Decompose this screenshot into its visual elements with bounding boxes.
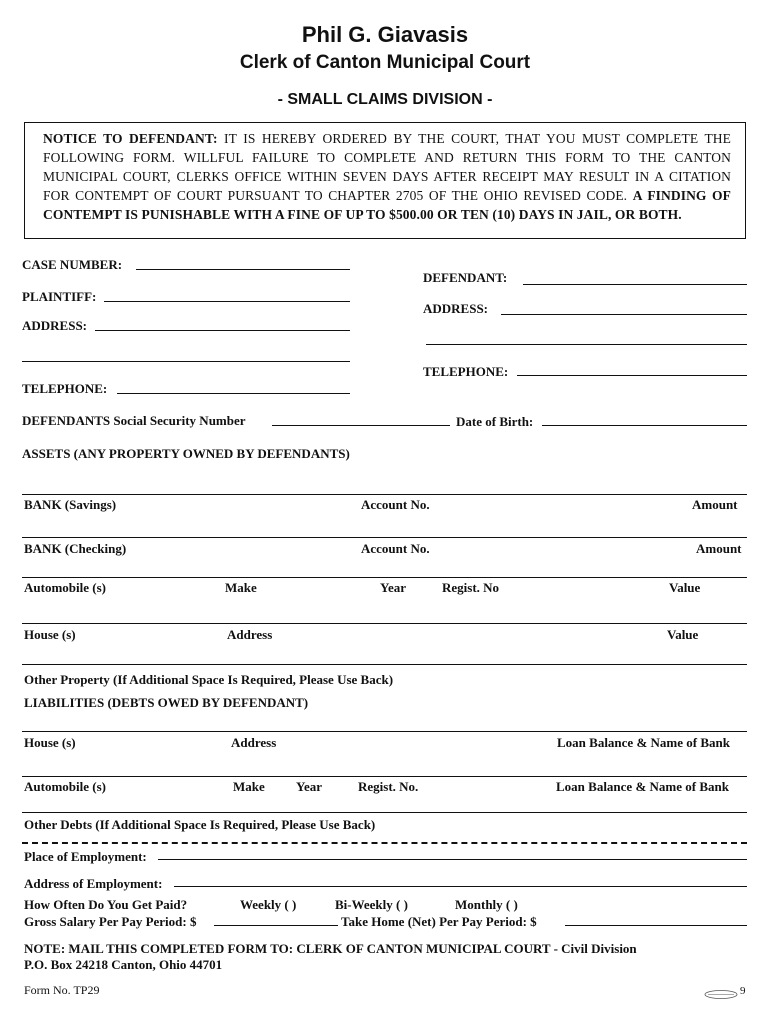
notice-penalty: A FINDING OF CONTEMPT IS PUNISHABLE WITH A FINE OF UP TO $500.00 OR TEN (10) DAYS IN JAIL, OR BOTH. xyxy=(43,188,731,222)
plaintiff-address-label: ADDRESS: xyxy=(22,318,88,333)
office-title: Clerk of Canton Municipal Court xyxy=(239,52,531,73)
asset-make-label: Make xyxy=(225,580,257,595)
notice-box xyxy=(24,122,746,239)
checking-amount-label: Amount xyxy=(696,541,742,556)
case-number-field[interactable] xyxy=(136,269,350,270)
dob-field[interactable] xyxy=(542,425,747,426)
divider xyxy=(22,731,747,732)
dashed-divider xyxy=(22,842,747,844)
form-number: Form No. TP29 xyxy=(24,983,100,997)
ssn-label: DEFENDANTS Social Security Number xyxy=(22,413,246,428)
pay-frequency-label: How Often Do You Get Paid? xyxy=(24,897,188,912)
liability-house-label: House (s) xyxy=(24,735,76,750)
monthly-option[interactable]: Monthly ( ) xyxy=(455,897,518,912)
ssn-field[interactable] xyxy=(272,425,450,426)
plaintiff-label: PLAINTIFF: xyxy=(22,289,97,304)
gross-salary-label: Gross Salary Per Pay Period: $ xyxy=(24,914,197,929)
plaintiff-address-field[interactable] xyxy=(95,330,350,331)
plaintiff-address-field-2[interactable] xyxy=(22,361,350,362)
printer-seal-icon xyxy=(704,986,738,995)
other-debts-label: Other Debts (If Additional Space Is Required, Please Use Back) xyxy=(24,817,376,832)
net-pay-field[interactable] xyxy=(565,925,747,926)
checking-account-label: Account No. xyxy=(361,541,430,556)
division-title: - SMALL CLAIMS DIVISION - xyxy=(277,91,493,108)
liabilities-heading: LIABILITIES (DEBTS OWED BY DEFENDANT) xyxy=(24,695,309,710)
liability-automobile-label: Automobile (s) xyxy=(24,779,106,794)
asset-regist-label: Regist. No xyxy=(442,580,500,595)
savings-amount-label: Amount xyxy=(692,497,738,512)
savings-account-label: Account No. xyxy=(361,497,430,512)
defendant-address-field-2[interactable] xyxy=(426,344,747,345)
asset-house-value-label: Value xyxy=(667,627,699,642)
biweekly-option[interactable]: Bi-Weekly ( ) xyxy=(335,897,408,912)
liability-address-label: Address xyxy=(231,735,277,750)
defendant-address-field[interactable] xyxy=(501,314,747,315)
defendant-telephone-field[interactable] xyxy=(517,375,747,376)
other-property-label: Other Property (If Additional Space Is Required, Please Use Back) xyxy=(24,672,394,687)
divider xyxy=(22,537,747,538)
defendant-label: DEFENDANT: xyxy=(423,270,508,285)
defendant-address-label: ADDRESS: xyxy=(423,301,489,316)
assets-heading: ASSETS (ANY PROPERTY OWNED BY DEFENDANTS) xyxy=(22,446,350,461)
asset-address-label: Address xyxy=(227,627,273,642)
employment-place-field[interactable] xyxy=(158,859,747,860)
asset-automobile-label: Automobile (s) xyxy=(24,580,106,595)
notice-body: IT IS HEREBY ORDERED BY THE COURT, THAT YOU MUST COMPLETE THE FOLLOWING FORM. WILLFUL FAILURE TO COMPLETE AND RETURN THIS FORM TO THE CANTON MUNICIPAL COURT, CLERKS OFFICE WITHIN SEVEN DAYS AFTER RECEIPT MAY RESULT IN A CITATION FOR CONTEMPT OF COURT PURSUANT TO CHAPTER 2705 OF THE OHIO REVISED CODE. xyxy=(43,131,731,203)
page-mark: 9 xyxy=(740,985,746,997)
divider xyxy=(22,664,747,665)
asset-value-label: Value xyxy=(669,580,701,595)
gross-salary-field[interactable] xyxy=(214,925,338,926)
asset-house-label: House (s) xyxy=(24,627,76,642)
plaintiff-telephone-field[interactable] xyxy=(117,393,350,394)
plaintiff-telephone-label: TELEPHONE: xyxy=(22,381,108,396)
case-number-label: CASE NUMBER: xyxy=(22,257,123,272)
bank-checking-label: BANK (Checking) xyxy=(24,541,127,556)
clerk-name: Phil G. Giavasis xyxy=(301,22,469,47)
mail-note: NOTE: MAIL THIS COMPLETED FORM TO: CLERK OF CANTON MUNICIPAL COURT - Civil Division xyxy=(24,941,637,956)
liability-house-loan-label: Loan Balance & Name of Bank xyxy=(557,735,730,750)
net-pay-label: Take Home (Net) Per Pay Period: $ xyxy=(341,914,537,929)
asset-year-label: Year xyxy=(380,580,406,595)
plaintiff-field[interactable] xyxy=(104,301,350,302)
liability-year-label: Year xyxy=(296,779,322,794)
weekly-option[interactable]: Weekly ( ) xyxy=(240,897,297,912)
employment-address-field[interactable] xyxy=(174,886,747,887)
defendant-field[interactable] xyxy=(523,284,747,285)
divider xyxy=(22,812,747,813)
divider xyxy=(22,776,747,777)
divider xyxy=(22,623,747,624)
employment-place-label: Place of Employment: xyxy=(24,849,147,864)
mail-address: P.O. Box 24218 Canton, Ohio 44701 xyxy=(24,957,223,972)
divider xyxy=(22,577,747,578)
divider xyxy=(22,494,747,495)
liability-auto-loan-label: Loan Balance & Name of Bank xyxy=(556,779,729,794)
employment-address-label: Address of Employment: xyxy=(24,876,163,891)
bank-savings-label: BANK (Savings) xyxy=(24,497,117,512)
liability-make-label: Make xyxy=(233,779,265,794)
notice-text xyxy=(43,129,731,224)
dob-label: Date of Birth: xyxy=(456,414,534,429)
notice-lead: NOTICE TO DEFENDANT: xyxy=(43,131,218,146)
liability-regist-label: Regist. No. xyxy=(358,779,419,794)
defendant-telephone-label: TELEPHONE: xyxy=(423,364,509,379)
